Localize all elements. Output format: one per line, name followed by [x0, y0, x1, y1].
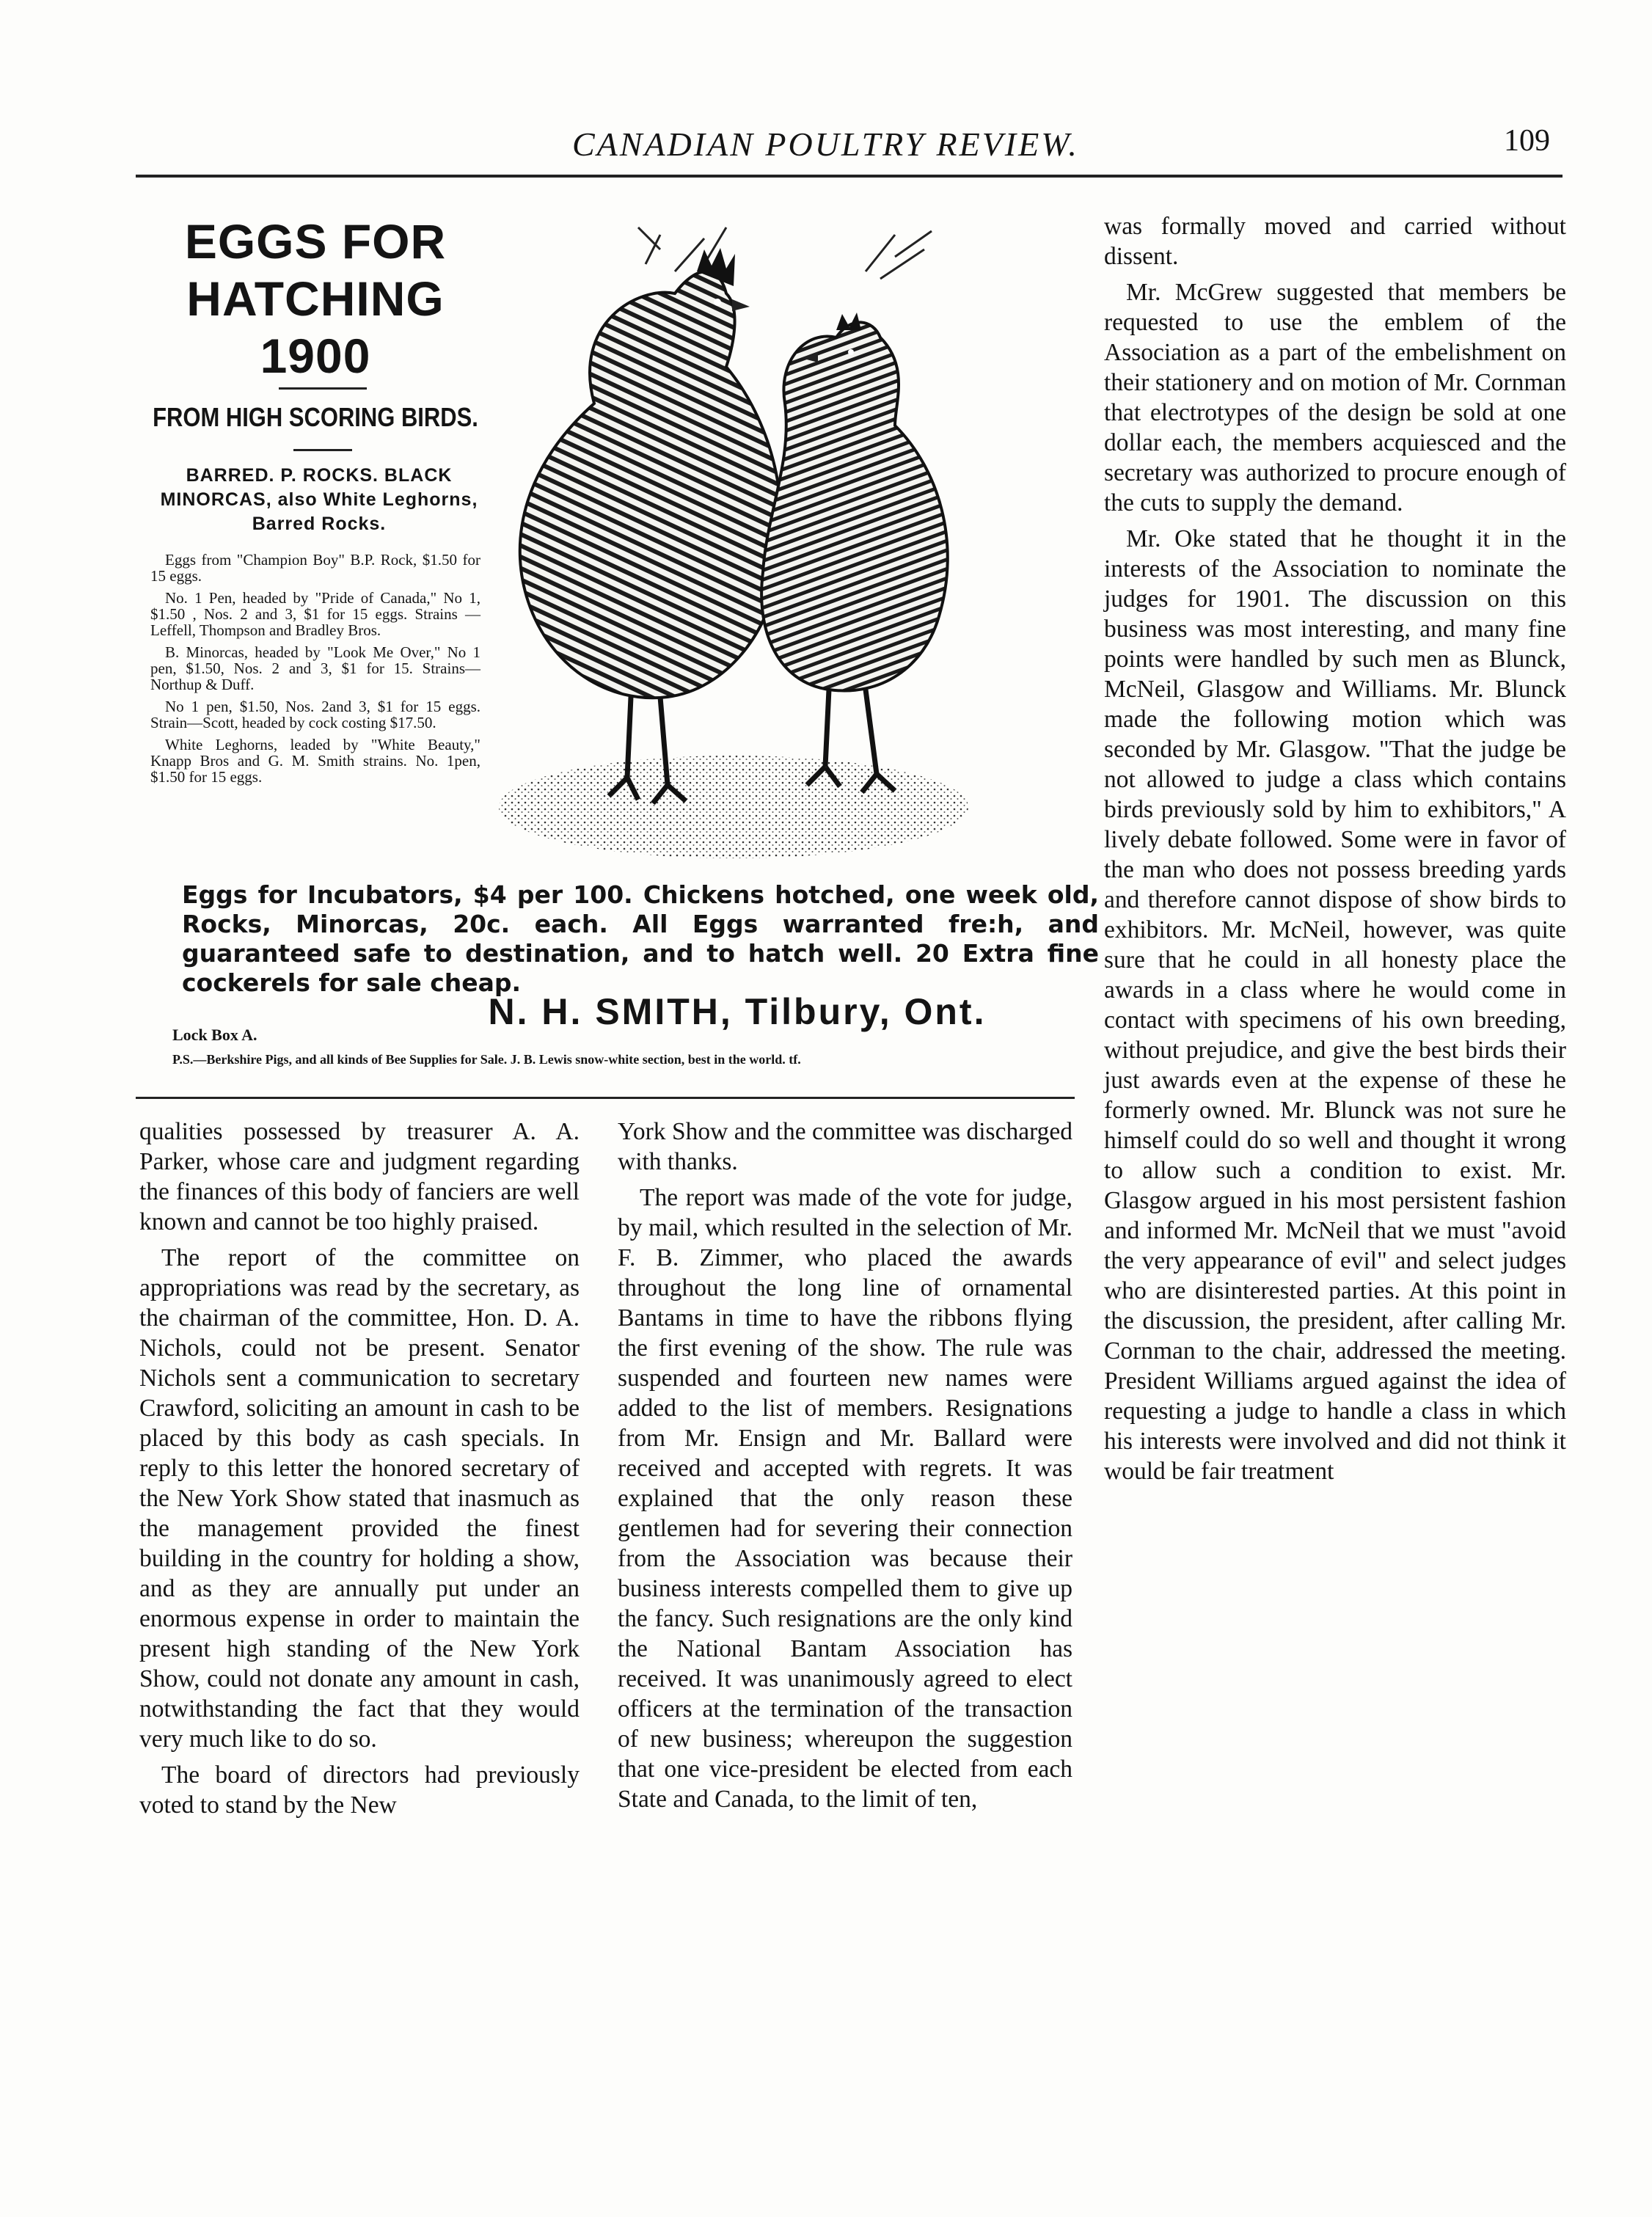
- ad-headline-line-2: HATCHING: [186, 271, 445, 326]
- article-paragraph: The report of the committee on appropriations was read by the secretary, as the chairman of the committee, Hon. D. A. Nichols, could not be present. Senator Nichols sent a communication to secretary Crawford, soliciting an amount in cash to be placed by this body as cash specials. In reply to this letter the honored secretary of the New York Show stated that inasmuch as the management provided the finest building in the country for holding a show, and as they are annually put under an enormous expense in order to maintain the present high standing of the New York Show, could not donate any amount in cash, notwithstanding the fact that they would very much like to do so.: [139, 1244, 580, 1753]
- ad-breeds-line-1: BARRED. P. ROCKS. BLACK: [186, 465, 453, 486]
- ad-listing: B. Minorcas, headed by "Look Me Over," No 1 pen, $1.50, Nos. 2 and 3, $1 for 15. Strains—Northup & Duff.: [150, 643, 480, 693]
- article-paragraph: qualities possessed by treasurer A. A. Parker, whose care and judgment regarding the finances of this body of fanciers are well known and cannot be too highly praised.: [139, 1118, 580, 1235]
- article-paragraph: The report was made of the vote for judge, by mail, which resulted in the selection of Mr. F. B. Zimmer, who placed the awards throughout the long line of ornamental Bantams in time to have the ribbons flying the first evening of the show. The rule was suspended and fourteen new names were added to the list of members. Resignations from Mr. Ensign and Mr. Ballard were received and accepted with regrets. It was explained that the only reason these gentlemen had for severing their connection from the Association was because their business interests compelled them to give up the fancy. Such resignations are the only kind the National Bantam Association has received. It was unanimously agreed to elect officers at the termination of the transaction of new business; whereupon the suggestion that one vice-president be elected from each State and Canada, to the limit of ten,: [618, 1184, 1072, 1813]
- running-title: CANADIAN POULTRY REVIEW.: [572, 125, 1079, 163]
- ad-headline: [132, 213, 499, 384]
- ad-headline-line-3: 1900: [260, 329, 371, 383]
- ad-subhead: FROM HIGH SCORING BIRDS.: [153, 402, 478, 432]
- ad-postscript: P.S.—Berkshire Pigs, and all kinds of Bee Supplies for Sale. J. B. Lewis snow-white section, best in the world. tf.: [172, 1052, 801, 1067]
- ad-headline-line-1: EGGS FOR: [184, 214, 447, 269]
- advertisement-rule: [136, 1097, 1075, 1099]
- ad-divider: [279, 387, 367, 390]
- ad-listing: No. 1 Pen, headed by "Pride of Canada," No 1, $1.50 , Nos. 2 and 3, $1 for 15 eggs. Strains — Leffell, Thompson and Bradley Bros.: [150, 589, 480, 639]
- article-paragraph: The board of directors had previously voted to stand by the New: [139, 1761, 580, 1819]
- ad-listing: White Leghorns, leaded by "White Beauty," Knapp Bros and G. M. Smith strains. No. 1pen, $1.50 for 15 eggs.: [150, 736, 480, 786]
- article-column-1: [139, 1117, 580, 1826]
- ad-listing: Eggs from "Champion Boy" B.P. Rock, $1.50 for 15 eggs.: [150, 551, 480, 585]
- ad-divider: [293, 449, 352, 451]
- article-paragraph: York Show and the committee was discharged with thanks.: [618, 1118, 1072, 1175]
- ad-breeds-line-2: MINORCAS, also White Leghorns,: [160, 489, 478, 510]
- ad-offer-text: Eggs for Incubators, $4 per 100. Chickens hotched, one week old, Rocks, Minorcas, 20c. each. All Eggs warranted fre:h, and guaranteed safe to destination, and to hatch well. 20 Extra fine cockerels for sale cheap.: [182, 880, 1099, 997]
- header-rule: [136, 175, 1563, 178]
- ad-listing: No 1 pen, $1.50, Nos. 2and 3, $1 for 15 eggs. Strain—Scott, headed by cock costing $17.50.: [150, 698, 480, 731]
- poultry-pair-engraving-icon: [484, 220, 983, 873]
- article-paragraph: Mr. Oke stated that he thought it in the interests of the Association to nominate the judges for 1901. The discussion on this business was most interesting, and many fine points were handled by such men as Blunck, McNeil, Glasgow and Williams. Mr. Blunck made the following motion which was seconded by Mr. Glasgow. "That the judge be not allowed to judge a class which contains birds previously sold by him to exhibitors," A lively debate followed. Some were in favor of the man who does not possess breeding yards and therefore cannot dispose of show birds to exhibitors. Mr. McNeil, however, was quite sure that he could in all honesty place the awards in a class where he would come in contact with specimens of his own breeding, without prejudice, and give the best birds their just awards even at the expense of these he formerly owned. Mr. Blunck was not sure he himself could do so well and thought it wrong to allow such a condition to exist. Mr. Glasgow argued in his most persistent fashion and informed Mr. McNeil that we must "avoid the very appearance of evil" and select judges who are disinterested parties. At this point in the discussion, the president, after calling Mr. Cornman to the chair, addressed the meeting. President Williams argued against the idea of requesting a judge to handle a class in which his interests were involved and did not think it would be fair treatment: [1104, 525, 1566, 1485]
- ad-lock-box: Lock Box A.: [172, 1026, 257, 1044]
- ad-breeds-line-3: Barred Rocks.: [252, 514, 387, 534]
- ad-breeds: [154, 464, 484, 536]
- article-paragraph: was formally moved and carried without dissent.: [1104, 213, 1566, 270]
- article-column-3: [1104, 211, 1566, 1492]
- ad-advertiser-name: N. H. SMITH, Tilbury, Ont.: [488, 991, 987, 1032]
- article-paragraph: Mr. McGrew suggested that members be requested to use the emblem of the Association as a part of the embelishment on their stationery and on motion of Mr. Cornman that electrotypes of the design be sold at one dollar each, the members acquiesced and the secretary was authorized to procure enough of the cuts to supply the demand.: [1104, 279, 1566, 516]
- ad-listings: [150, 552, 480, 791]
- page-number: 109: [1504, 124, 1550, 158]
- article-column-2: [618, 1117, 1072, 1820]
